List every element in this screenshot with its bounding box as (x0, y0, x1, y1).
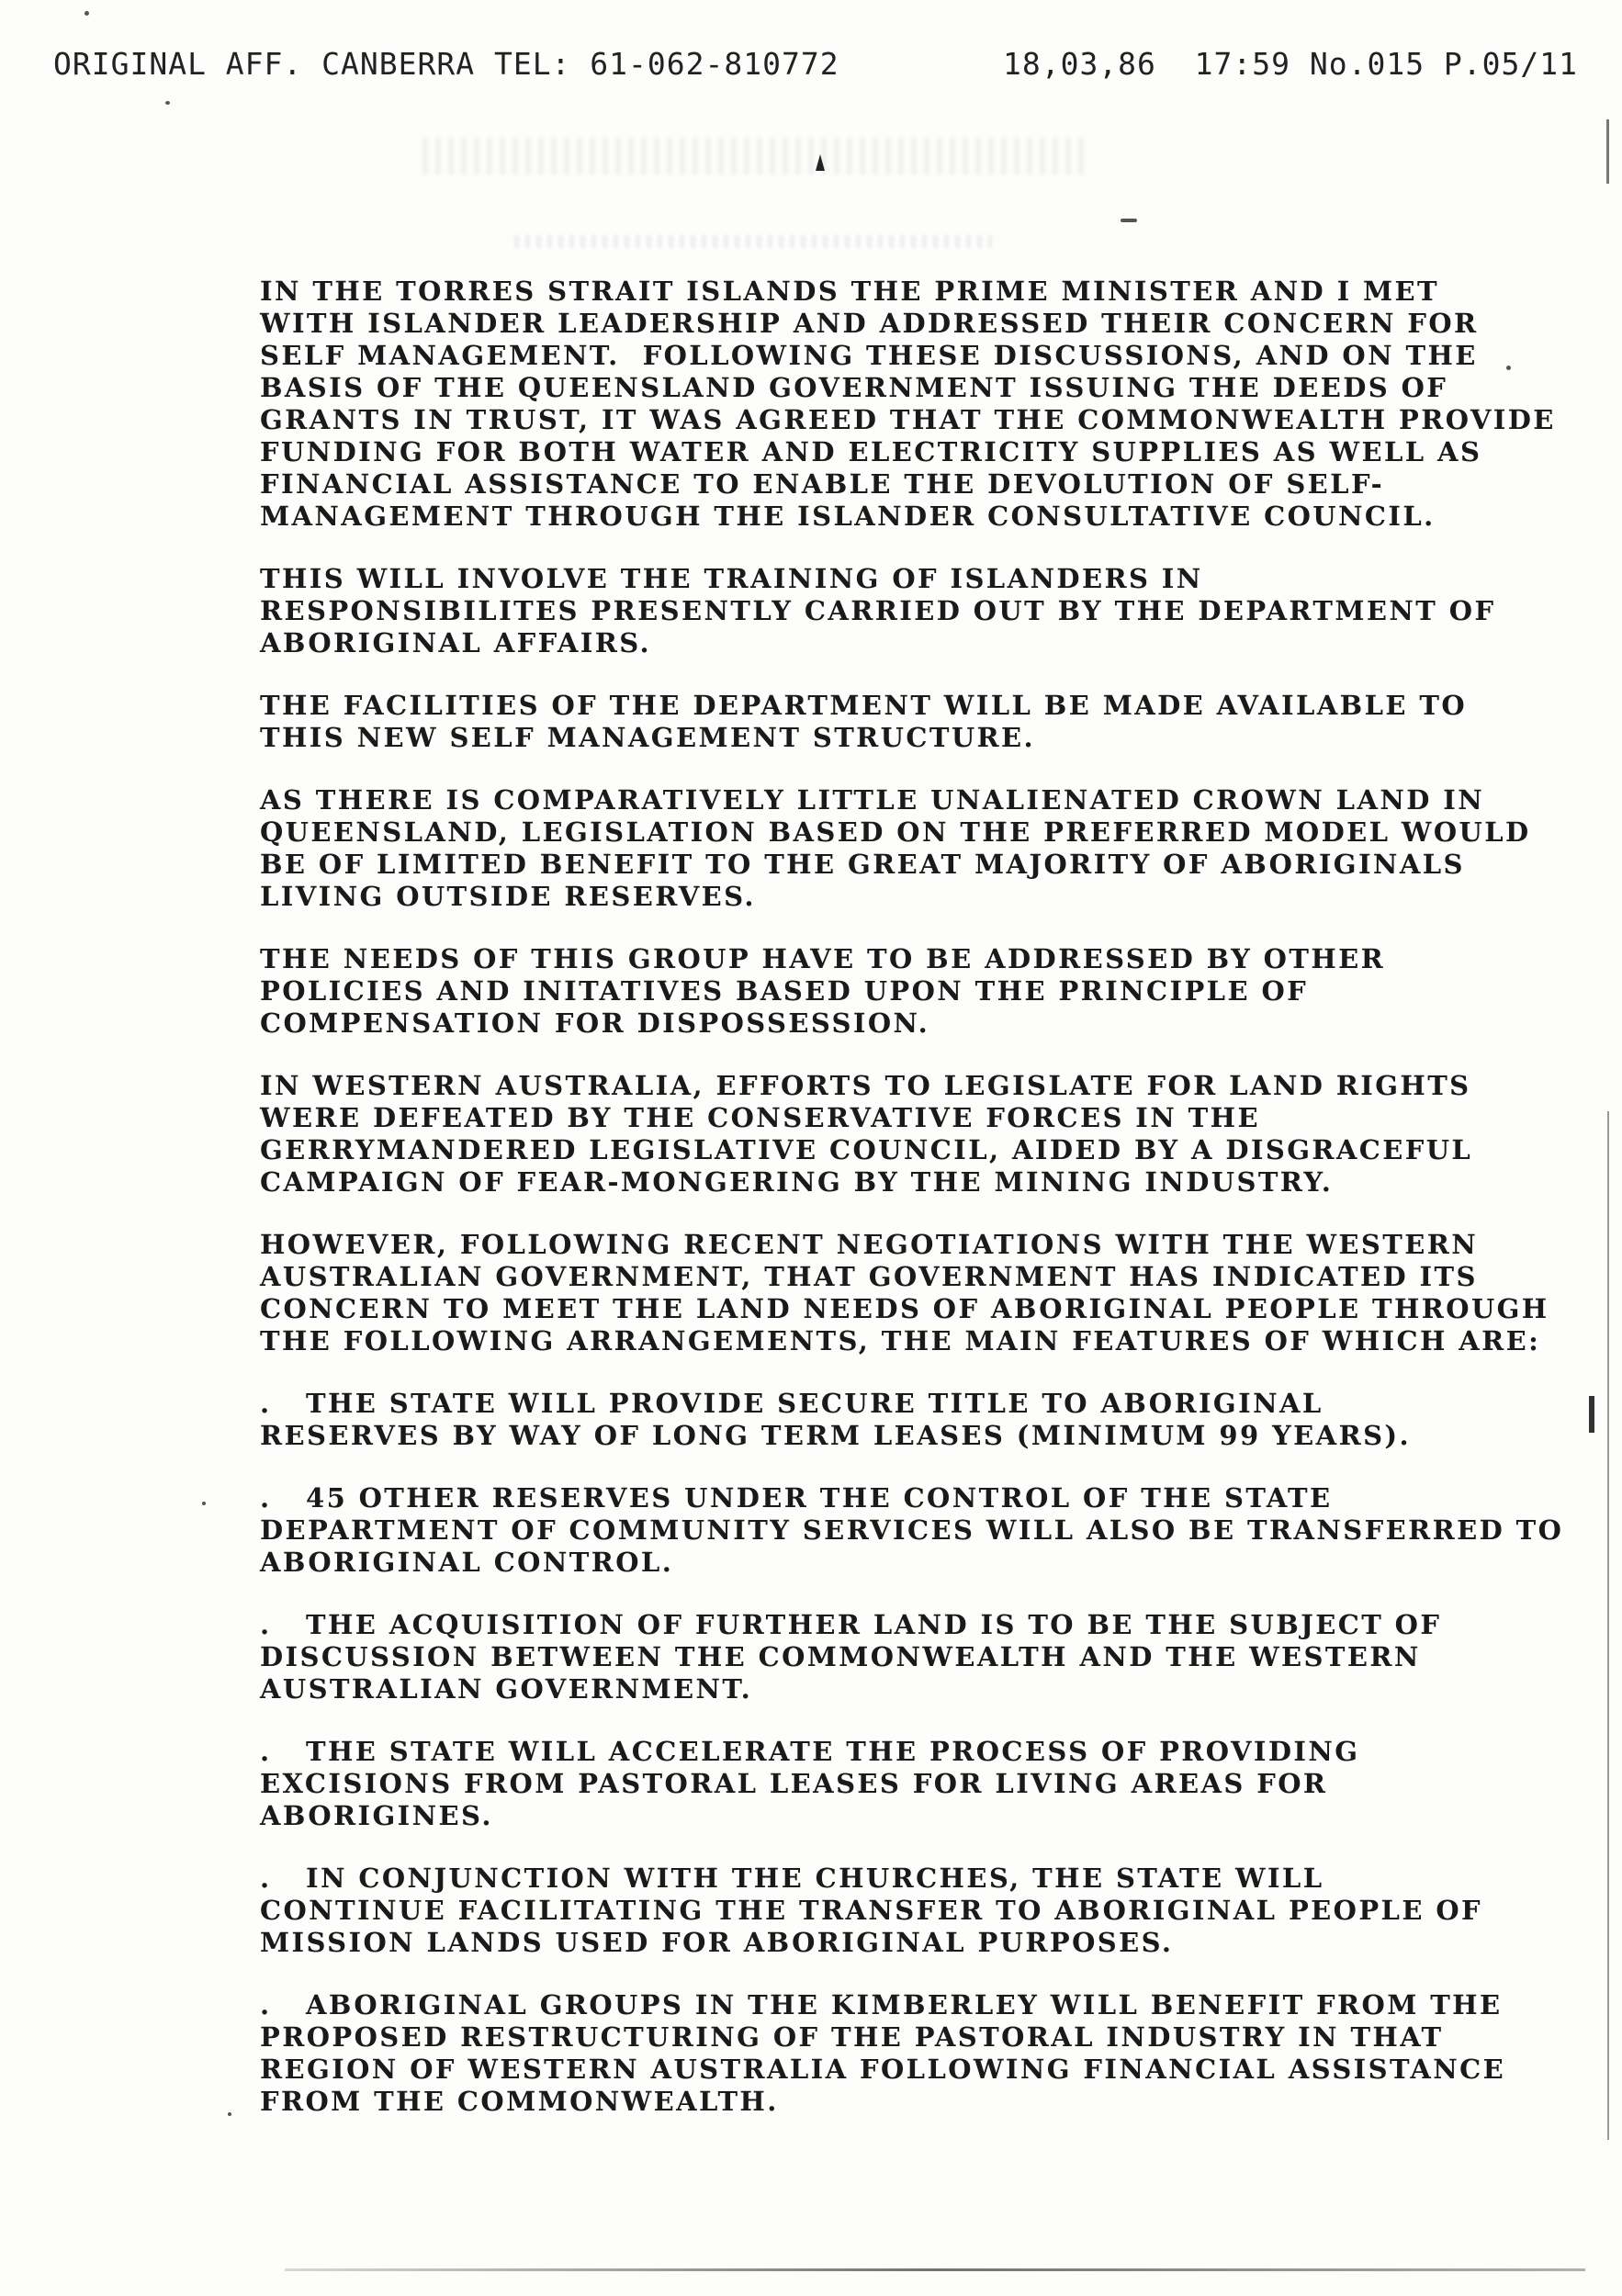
text-line: ABORIGINAL CONTROL. (260, 1547, 674, 1578)
text-line: EXCISIONS FROM PASTORAL LEASES FOR LIVING AREAS FOR (260, 1768, 1328, 1799)
page-bottom-edge (285, 2268, 1585, 2271)
text-line: DEPARTMENT OF COMMUNITY SERVICES WILL ALSO BE TRANSFERRED TO (260, 1514, 1564, 1546)
bullet-item (260, 1863, 1481, 1959)
bullet-item (260, 1482, 1564, 1579)
text-line: THE NEEDS OF THIS GROUP HAVE TO BE ADDRESSED BY OTHER (260, 943, 1386, 974)
scan-edge-blot (1589, 1396, 1594, 1433)
text-line: WERE DEFEATED BY THE CONSERVATIVE FORCES IN THE (260, 1102, 1260, 1133)
text-line: ABORIGINES. (260, 1800, 493, 1831)
scan-edge-mark (1606, 119, 1609, 184)
text-line: FUNDING FOR BOTH WATER AND ELECTRICITY SUPPLIES AS WELL AS (260, 436, 1482, 467)
text-line: FROM THE COMMONWEALTH. (260, 2086, 779, 2117)
text-line: GRANTS IN TRUST, IT WAS AGREED THAT THE COMMONWEALTH PROVIDE (260, 404, 1556, 435)
paragraph (260, 690, 1481, 754)
text-line: AS THERE IS COMPARATIVELY LITTLE UNALIENATED CROWN LAND IN (260, 784, 1485, 816)
scan-speck (202, 1502, 206, 1505)
text-line: LIVING OUTSIDE RESERVES. (260, 881, 756, 912)
text-line: THE FACILITIES OF THE DEPARTMENT WILL BE MADE AVAILABLE TO (260, 690, 1468, 721)
bullet-item (260, 1989, 1506, 2118)
text-line: MISSION LANDS USED FOR ABORIGINAL PURPOSES. (260, 1927, 1174, 1958)
text-line: . THE ACQUISITION OF FURTHER LAND IS TO BE THE SUBJECT OF (260, 1609, 1442, 1640)
text-line: . THE STATE WILL PROVIDE SECURE TITLE TO ABORIGINAL (260, 1388, 1324, 1419)
text-line: IN THE TORRES STRAIT ISLANDS THE PRIME MINISTER AND I MET (260, 276, 1440, 307)
text-line: BASIS OF THE QUEENSLAND GOVERNMENT ISSUING THE DEEDS OF (260, 372, 1448, 403)
paragraph (260, 1229, 1549, 1357)
text-line: THE FOLLOWING ARRANGEMENTS, THE MAIN FEATURES OF WHICH ARE: (260, 1325, 1541, 1356)
faded-letterhead-smudge (422, 138, 1084, 174)
scan-speck (165, 101, 170, 105)
text-line: THIS WILL INVOLVE THE TRAINING OF ISLANDERS IN (260, 563, 1203, 594)
paragraph (260, 1070, 1481, 1199)
text-line: CAMPAIGN OF FEAR-MONGERING BY THE MINING INDUSTRY. (260, 1166, 1334, 1198)
scan-speck (1121, 219, 1137, 222)
text-line: . 45 OTHER RESERVES UNDER THE CONTROL OF THE STATE (260, 1482, 1333, 1514)
text-line: SELF MANAGEMENT. FOLLOWING THESE DISCUSSIONS, AND ON THE (260, 340, 1478, 371)
text-line: MANAGEMENT THROUGH THE ISLANDER CONSULTATIVE COUNCIL. (260, 501, 1436, 532)
text-line: REGION OF WESTERN AUSTRALIA FOLLOWING FINANCIAL ASSISTANCE (260, 2054, 1506, 2085)
bullet-item (260, 1388, 1481, 1452)
text-line: WITH ISLANDER LEADERSHIP AND ADDRESSED THEIR CONCERN FOR (260, 308, 1479, 339)
paragraph (260, 784, 1531, 913)
text-line: . THE STATE WILL ACCELERATE THE PROCESS OF PROVIDING (260, 1736, 1360, 1767)
text-line: QUEENSLAND, LEGISLATION BASED ON THE PREFERRED MODEL WOULD (260, 816, 1531, 848)
fax-timestamp-page: 18,03,86 17:59 No.015 P.05/11 (1002, 46, 1578, 82)
text-line: ABORIGINAL AFFAIRS. (260, 627, 652, 658)
text-line: PROPOSED RESTRUCTURING OF THE PASTORAL INDUSTRY IN THAT (260, 2021, 1444, 2053)
text-line: . ABORIGINAL GROUPS IN THE KIMBERLEY WILL BENEFIT FROM THE (260, 1989, 1503, 2020)
text-line: RESPONSIBILITES PRESENTLY CARRIED OUT BY THE DEPARTMENT OF (260, 595, 1496, 626)
text-line: RESERVES BY WAY OF LONG TERM LEASES (MINIMUM 99 YEARS). (260, 1420, 1412, 1451)
fax-transmission-header (53, 46, 1578, 92)
bullet-item (260, 1736, 1481, 1832)
bullet-item (260, 1609, 1481, 1705)
text-line: DISCUSSION BETWEEN THE COMMONWEALTH AND THE WESTERN (260, 1641, 1421, 1672)
text-line: BE OF LIMITED BENEFIT TO THE GREAT MAJORITY OF ABORIGINALS (260, 849, 1465, 880)
paragraph (260, 276, 1556, 533)
text-line: GERRYMANDERED LEGISLATIVE COUNCIL, AIDED BY A DISGRACEFUL (260, 1134, 1473, 1165)
scan-speck (228, 2112, 231, 2116)
text-line: . IN CONJUNCTION WITH THE CHURCHES, THE STATE WILL (260, 1863, 1324, 1894)
text-line: HOWEVER, FOLLOWING RECENT NEGOTIATIONS WITH THE WESTERN (260, 1229, 1479, 1260)
scan-speck (84, 11, 89, 16)
text-line: COMPENSATION FOR DISPOSSESSION. (260, 1007, 930, 1039)
text-line: POLICIES AND INITATIVES BASED UPON THE PRINCIPLE OF (260, 975, 1309, 1007)
text-line: THIS NEW SELF MANAGEMENT STRUCTURE. (260, 722, 1036, 753)
text-line: AUSTRALIAN GOVERNMENT, THAT GOVERNMENT HAS INDICATED ITS (260, 1261, 1478, 1292)
paragraph (260, 943, 1481, 1040)
text-line: CONCERN TO MEET THE LAND NEEDS OF ABORIGINAL PEOPLE THROUGH (260, 1293, 1549, 1324)
text-line: IN WESTERN AUSTRALIA, EFFORTS TO LEGISLATE FOR LAND RIGHTS (260, 1070, 1471, 1101)
text-line: CONTINUE FACILITATING THE TRANSFER TO ABORIGINAL PEOPLE OF (260, 1895, 1482, 1926)
scan-edge-line (1607, 1111, 1609, 2140)
scan-speck (1506, 366, 1511, 370)
faded-subheading-smudge (514, 235, 992, 248)
text-line: AUSTRALIAN GOVERNMENT. (260, 1673, 753, 1705)
text-line: FINANCIAL ASSISTANCE TO ENABLE THE DEVOLUTION OF SELF- (260, 468, 1385, 500)
paragraph (260, 563, 1496, 659)
memo-body (260, 276, 1564, 2148)
fax-sender-line: ORIGINAL AFF. CANBERRA TEL: 61-062-810772 (53, 46, 839, 82)
